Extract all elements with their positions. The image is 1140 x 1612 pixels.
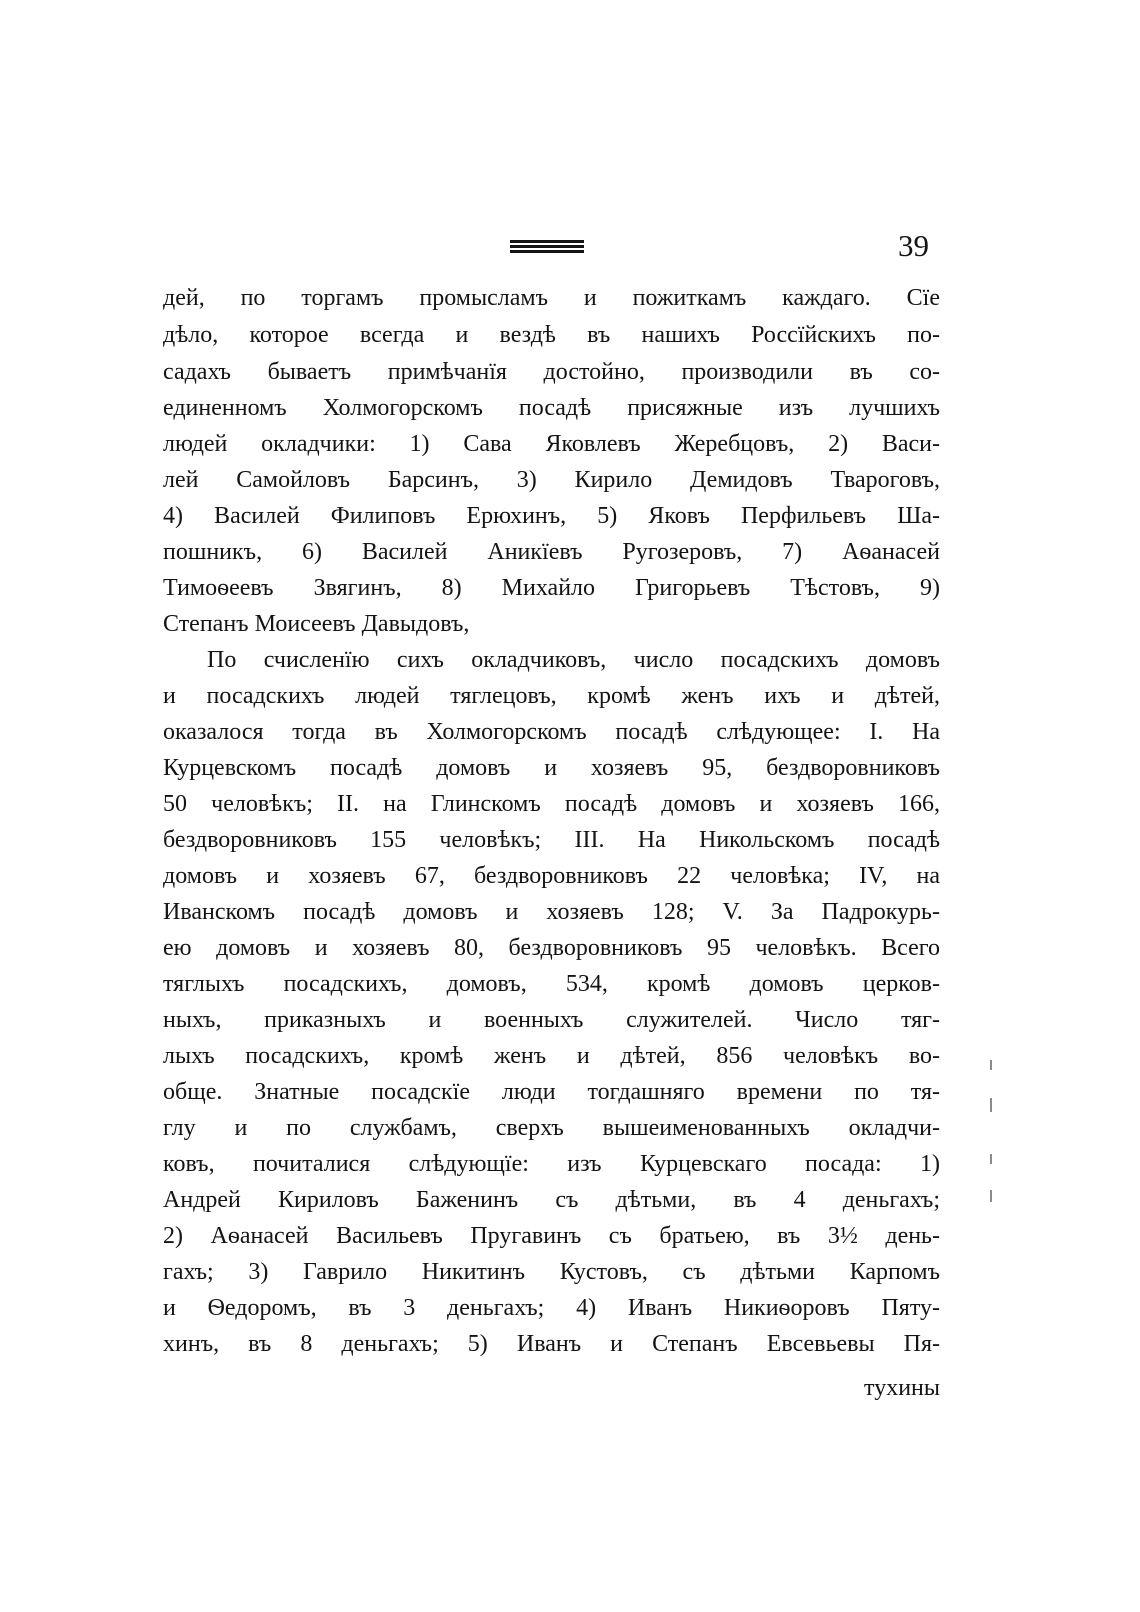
- text-line-12: и посадскихъ людей тяглецовъ, кромѣ женъ ихъ и дѣтей,: [163, 683, 940, 709]
- text-line-2: дѣло, которое всегда и вездѣ въ нашихъ Россїйскихъ по-: [163, 322, 940, 348]
- text-line-5: людей окладчики: 1) Сава Яковлевъ Жеребцовъ, 2) Васи-: [163, 431, 940, 457]
- margin-speck: [990, 1154, 992, 1164]
- margin-speck: [990, 1060, 992, 1070]
- margin-speck: [990, 1098, 992, 1112]
- text-line-20: тяглыхъ посадскихъ, домовъ, 534, кромѣ домовъ церков-: [163, 971, 940, 997]
- text-line-30: хинъ, въ 8 деньгахъ; 5) Иванъ и Степанъ Евсевьевы Пя-: [163, 1331, 940, 1357]
- text-line-18: Иванскомъ посадѣ домовъ и хозяевъ 128; V. За Падрокурь-: [163, 899, 940, 925]
- text-line-16: бездворовниковъ 155 человѣкъ; III. На Никольскомъ посадѣ: [163, 827, 940, 853]
- text-line-25: ковъ, почиталися слѣдующїе: изъ Курцевскаго посада: 1): [163, 1151, 940, 1177]
- text-line-21: ныхъ, приказныхъ и военныхъ служителей. Число тяг-: [163, 1007, 940, 1033]
- text-line-11: По счисленїю сихъ окладчиковъ, число посадскихъ домовъ: [207, 647, 940, 673]
- text-line-8: пошникъ, 6) Василей Аникїевъ Ругозеровъ, 7) Аѳанасей: [163, 539, 940, 565]
- text-line-26: Андрей Кириловъ Баженинъ съ дѣтьми, въ 4 деньгахъ;: [163, 1187, 940, 1213]
- text-line-14: Курцевскомъ посадѣ домовъ и хозяевъ 95, бездворовниковъ: [163, 755, 940, 781]
- text-line-4: единенномъ Холмогорскомъ посадѣ присяжные изъ лучшихъ: [163, 395, 940, 421]
- text-line-3: садахъ бываетъ примѣчанїя достойно, производили въ со-: [163, 359, 940, 385]
- text-line-29: и Ѳедоромъ, въ 3 деньгахъ; 4) Иванъ Никиѳоровъ Пяту-: [163, 1295, 940, 1321]
- page-number: 39: [898, 228, 929, 263]
- text-line-19: ею домовъ и хозяевъ 80, бездворовниковъ 95 человѣкъ. Всего: [163, 935, 940, 961]
- text-line-13: оказалося тогда въ Холмогорскомъ посадѣ слѣдующее: I. На: [163, 719, 940, 745]
- text-line-7: 4) Василей Филиповъ Ерюхинъ, 5) Яковъ Перфильевъ Ша-: [163, 503, 940, 529]
- catchword: тухины: [864, 1375, 940, 1401]
- margin-speck: [990, 1190, 992, 1202]
- text-line-17: домовъ и хозяевъ 67, бездворовниковъ 22 человѣка; IV, на: [163, 863, 940, 889]
- text-line-22: лыхъ посадскихъ, кромѣ женъ и дѣтей, 856 человѣкъ во-: [163, 1043, 940, 1069]
- text-line-27: 2) Аѳанасей Васильевъ Пругавинъ съ братьею, въ 3½ день-: [163, 1223, 940, 1249]
- text-line-24: глу и по службамъ, сверхъ вышеименованныхъ окладчи-: [163, 1115, 940, 1141]
- text-line-6: лей Самойловъ Барсинъ, 3) Кирило Демидовъ Твароговъ,: [163, 467, 940, 493]
- text-line-15: 50 человѣкъ; II. на Глинскомъ посадѣ домовъ и хозяевъ 166,: [163, 791, 940, 817]
- text-line-28: гахъ; 3) Гаврило Никитинъ Кустовъ, съ дѣтьми Карпомъ: [163, 1259, 940, 1285]
- text-line-23: обще. Знатные посадскїе люди тогдашняго времени по тя-: [163, 1079, 940, 1105]
- text-line-10: Степанъ Моисеевъ Давыдовъ,: [163, 611, 470, 637]
- text-line-1: дей, по торгамъ промысламъ и пожиткамъ каждаго. Сїе: [163, 285, 940, 311]
- text-line-9: Тимоѳеевъ Звягинъ, 8) Михайло Григорьевъ Тѣстовъ, 9): [163, 575, 940, 601]
- header-ornament-rule: [510, 240, 584, 252]
